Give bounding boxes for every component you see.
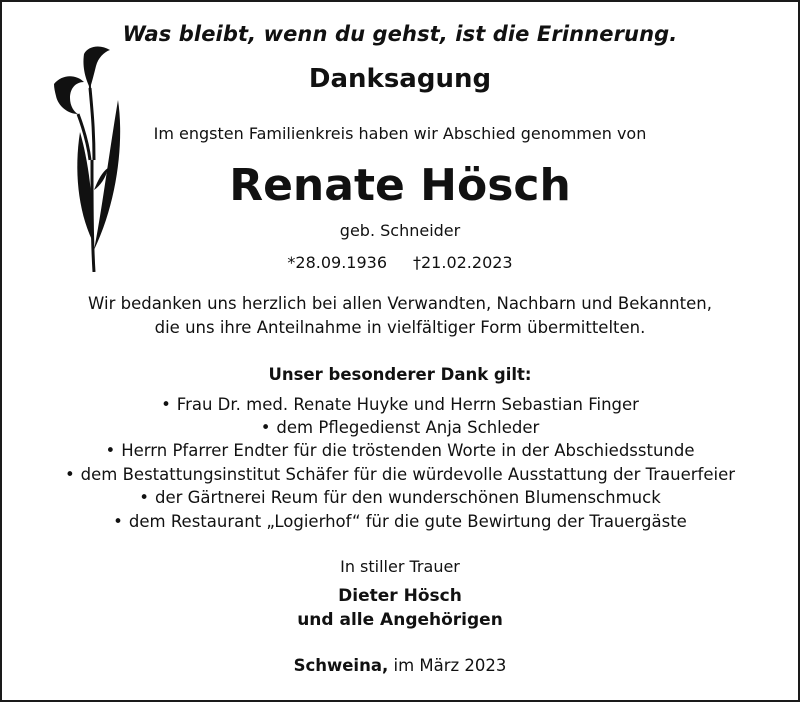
bullet-icon: • (161, 395, 171, 414)
thanks-item-text: dem Pflegedienst Anja Schleder (276, 418, 540, 437)
signature-line-2: und alle Angehörigen (297, 610, 503, 630)
thanks-item (0, 465, 800, 484)
place-and-date (0, 656, 800, 675)
thanks-item (0, 512, 800, 531)
thanks-item-text: der Gärtnerei Reum für den wunderschönen Blumenschmuck (154, 488, 661, 507)
bullet-icon: • (260, 418, 271, 437)
thanks-item (0, 395, 800, 414)
bullet-icon: • (139, 488, 149, 507)
notice-date: im März 2023 (393, 656, 507, 675)
message-line-1: Wir bedanken uns herzlich bei allen Verwandten, Nachbarn und Bekannten, (88, 294, 712, 313)
birth-symbol: * (287, 253, 296, 272)
thanks-item-text: dem Bestattungsinstitut Schäfer für die würdevolle Ausstattung der Trauerfeier (80, 465, 736, 484)
special-thanks-heading: Unser besonderer Dank gilt: (268, 365, 532, 384)
thanks-item-text: dem Restaurant „Logierhof“ für die gute Bewirtung der Trauergäste (128, 512, 687, 531)
life-dates (0, 253, 800, 272)
birth-date: 28.09.1936 (295, 253, 387, 272)
notice-title: Danksagung (308, 64, 492, 94)
bullet-icon: • (105, 441, 116, 460)
deceased-name: Renate Hösch (229, 160, 571, 211)
thanks-item (0, 488, 800, 507)
mourning-line: In stiller Trauer (340, 557, 460, 576)
death-cross-icon: † (413, 253, 421, 272)
intro-text: Im engsten Familienkreis haben wir Abschied genommen von (153, 124, 647, 143)
maiden-name: geb. Schneider (339, 221, 461, 240)
bullet-icon: • (64, 465, 75, 484)
death-date: 21.02.2023 (421, 253, 513, 272)
message-line-2: die uns ihre Anteilnahme in vielfältiger Form übermittelten. (154, 318, 646, 337)
thanks-item (0, 418, 800, 437)
bullet-icon: • (113, 512, 123, 531)
thanks-item-text: Frau Dr. med. Renate Huyke und Herrn Sebastian Finger (176, 395, 639, 414)
thanks-item-text: Herrn Pfarrer Endter für die tröstenden Worte in der Abschiedsstunde (121, 441, 695, 460)
thanks-item (0, 441, 800, 460)
signature-line-1: Dieter Hösch (338, 586, 462, 606)
place-name: Schweina, (293, 656, 389, 675)
motto-heading: Was bleibt, wenn du gehst, ist die Erinnerung. (122, 22, 678, 46)
